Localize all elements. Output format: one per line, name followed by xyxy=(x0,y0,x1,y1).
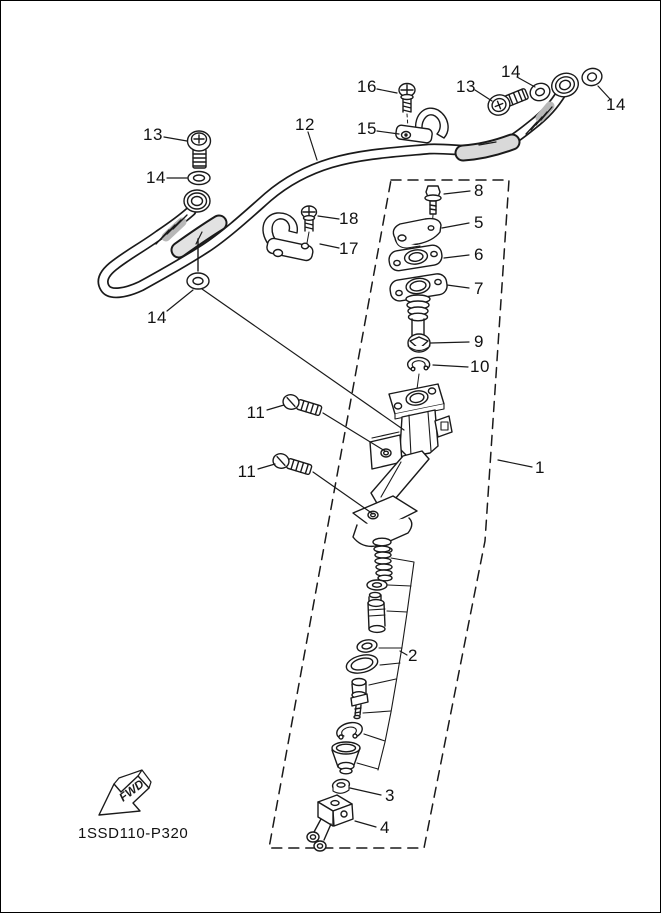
callout-8: 8 xyxy=(474,181,484,200)
part-screw-16 xyxy=(399,84,415,129)
callout-1: 1 xyxy=(535,458,545,477)
part-screw-18 xyxy=(302,206,317,243)
part-diaphragm-7 xyxy=(389,273,449,343)
callout-11: 11 xyxy=(237,462,257,481)
part-reservoir-cap-5 xyxy=(393,219,441,248)
callout-5: 5 xyxy=(474,213,484,232)
part-washer-14-top-right xyxy=(580,66,604,88)
callout-14: 14 xyxy=(606,95,626,114)
part-washer-14-left xyxy=(188,172,210,185)
callout-15: 15 xyxy=(357,119,377,138)
fwd-arrow xyxy=(99,770,151,815)
callout-11: 11 xyxy=(246,403,266,422)
part-screw-11-upper xyxy=(281,393,323,418)
part-hose-clamp-15 xyxy=(395,108,448,143)
callout-10: 10 xyxy=(470,357,490,376)
part-hose-eyelet-left xyxy=(184,190,210,212)
part-nut-3 xyxy=(332,778,351,793)
callout-13: 13 xyxy=(456,77,476,96)
callout-12: 12 xyxy=(295,115,315,134)
part-snap-ring-10 xyxy=(408,357,430,389)
callout-9: 9 xyxy=(474,332,484,351)
part-master-cylinder-body xyxy=(353,384,452,553)
callout-14: 14 xyxy=(501,62,521,81)
part-reservoir-cup-9 xyxy=(408,334,430,352)
callout-6: 6 xyxy=(474,245,484,264)
diagram-canvas xyxy=(1,1,661,913)
callout-16: 16 xyxy=(357,77,377,96)
part-brake-hose-12 xyxy=(103,87,565,293)
callout-17: 17 xyxy=(339,239,359,258)
fwd-arrow-label: FWD xyxy=(116,776,147,805)
part-banjo-bolt-13-left xyxy=(188,131,211,168)
callout-4: 4 xyxy=(380,818,390,837)
callout-2: 2 xyxy=(408,646,418,665)
callout-18: 18 xyxy=(339,209,359,228)
part-piston-kit-2 xyxy=(332,538,414,774)
callout-13: 13 xyxy=(143,125,163,144)
part-washer-14-top-left xyxy=(528,81,553,104)
part-clevis-4 xyxy=(307,795,353,851)
callout-14: 14 xyxy=(146,168,166,187)
callout-7: 7 xyxy=(474,279,484,298)
diagram-code: 1SSD110-P320 xyxy=(78,825,189,842)
part-screw-11-lower xyxy=(271,452,313,477)
callout-3: 3 xyxy=(385,786,395,805)
part-diaphragm-plate-6 xyxy=(388,244,443,272)
callout-14: 14 xyxy=(147,308,167,327)
